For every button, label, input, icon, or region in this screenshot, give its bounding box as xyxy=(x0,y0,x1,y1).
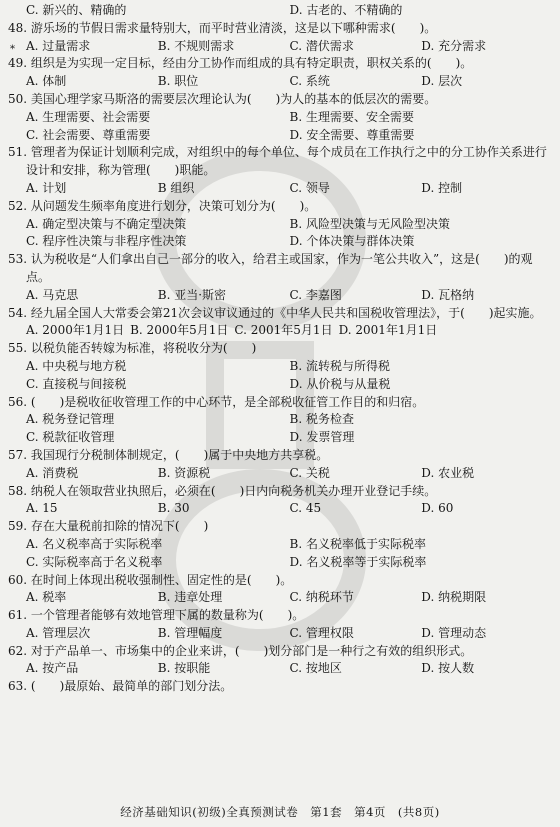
answer-option[interactable]: C. 关税 xyxy=(289,465,330,480)
question-item xyxy=(8,447,553,483)
question-item xyxy=(8,518,553,571)
question-item xyxy=(8,678,553,696)
option-row xyxy=(8,38,553,56)
answer-option[interactable]: B. 违章处理 xyxy=(157,590,223,605)
question-stem: 59. 存在大量税前扣除的情况下( ) xyxy=(8,519,209,534)
answer-option[interactable]: D. 控制 xyxy=(421,180,463,195)
answer-option[interactable]: A. 税务登记管理 xyxy=(26,412,115,427)
answer-option[interactable]: B. 管理幅度 xyxy=(157,625,223,640)
option-row xyxy=(8,429,553,447)
option-row xyxy=(8,465,553,483)
option-row xyxy=(8,358,553,376)
option-row xyxy=(8,127,553,145)
question-stem: 52. 从问题发生频率角度进行划分，决策可划分为( )。 xyxy=(8,198,317,213)
answer-option[interactable]: B. 生理需要、安全需要 xyxy=(289,109,414,124)
answer-option[interactable]: B. 2000年5月1日 xyxy=(130,323,229,338)
option-row xyxy=(8,180,553,198)
question-item xyxy=(8,305,553,341)
answer-option[interactable]: D. 按人数 xyxy=(421,661,475,676)
answer-option[interactable]: D. 管理动态 xyxy=(421,625,487,640)
answer-option[interactable]: B. 资源税 xyxy=(157,465,211,480)
answer-option[interactable]: A. 15 xyxy=(26,501,58,516)
option-row xyxy=(8,536,553,554)
question-stem: 53. 认为税收是“人们拿出自己一部分的收入，给君主或国家，作为一笔公共收入”，这是( )的观点。 xyxy=(8,252,533,284)
answer-option[interactable]: B. 职位 xyxy=(157,74,199,89)
option-row xyxy=(8,233,553,251)
question-item xyxy=(8,394,553,447)
option-row xyxy=(8,411,553,429)
option-row xyxy=(8,660,553,678)
question-stem: 56. ( )是税收征收管理工作的中心环节，是全部税收征管工作目的和归宿。 xyxy=(8,394,425,409)
question-item xyxy=(8,572,553,608)
margin-mark: * xyxy=(10,44,15,55)
option-row xyxy=(8,287,553,305)
answer-option[interactable]: A. 中央税与地方税 xyxy=(26,358,127,373)
prev-question-options xyxy=(8,2,553,20)
answer-option[interactable]: A. 消费税 xyxy=(26,465,79,480)
answer-option[interactable]: D. 层次 xyxy=(421,74,463,89)
option-c[interactable]: C. 新兴的、精确的 xyxy=(26,3,127,17)
answer-option[interactable]: C. 直接税与间接税 xyxy=(26,376,127,391)
option-row xyxy=(8,216,553,234)
question-item xyxy=(8,643,553,679)
answer-option[interactable]: C. 2001年5月1日 xyxy=(234,323,333,338)
question-stem: 63. ( )最原始、最简单的部门划分法。 xyxy=(8,679,233,694)
question-item xyxy=(8,607,553,643)
page-footer: 经济基础知识(初级)全真预测试卷 第1套 第4页 (共8页) xyxy=(120,805,440,819)
option-row xyxy=(8,625,553,643)
answer-option[interactable]: B. 不规则需求 xyxy=(157,38,235,53)
answer-option[interactable]: D. 瓦格纳 xyxy=(421,287,475,302)
question-item xyxy=(8,20,553,56)
question-stem: 58. 纳税人在领取营业执照后，必须在( )日内向税务机关办理开业登记手续。 xyxy=(8,483,437,498)
option-row xyxy=(8,376,553,394)
answer-option[interactable]: B. 按职能 xyxy=(157,661,211,676)
question-stem: 61. 一个管理者能够有效地管理下属的数量称为( )。 xyxy=(8,608,305,623)
option-row xyxy=(8,109,553,127)
question-stem: 51. 管理者为保证计划顺利完成，对组织中的每个单位、每个成员在工作执行之中的分工协作关系进行设计和安排，称为管理( )职能。 xyxy=(8,145,547,178)
question-list xyxy=(8,2,553,696)
question-item xyxy=(8,340,553,393)
question-item xyxy=(8,91,553,144)
answer-option[interactable]: B 组织 xyxy=(157,180,195,195)
answer-option[interactable]: A. 2000年1月1日 xyxy=(26,323,125,338)
question-item xyxy=(8,198,553,251)
option-row xyxy=(8,73,553,91)
question-stem: 57. 我国现行分税制体制规定，( )属于中央地方共享税。 xyxy=(8,447,329,462)
answer-option[interactable]: A. 按产品 xyxy=(26,661,79,676)
option-d[interactable]: D. 古老的、不精确的 xyxy=(289,3,403,17)
option-row xyxy=(8,500,553,518)
answer-option[interactable]: C. 管理权限 xyxy=(289,625,354,640)
answer-option[interactable]: A. 名义税率高于实际税率 xyxy=(26,536,163,551)
answer-option[interactable]: B. 风险型决策与无风险型决策 xyxy=(289,216,450,231)
question-item xyxy=(8,251,553,304)
answer-option[interactable]: D. 个体决策与群体决策 xyxy=(289,234,415,249)
answer-option[interactable]: A. 体制 xyxy=(26,74,67,89)
option-row xyxy=(8,322,553,340)
answer-option[interactable]: D. 充分需求 xyxy=(421,38,487,53)
answer-option[interactable]: A. 确定型决策与不确定型决策 xyxy=(26,216,187,231)
answer-option[interactable]: D. 农业税 xyxy=(421,465,475,480)
answer-option[interactable]: C. 实际税率高于名义税率 xyxy=(26,554,163,569)
answer-option[interactable]: A. 生理需要、社会需要 xyxy=(26,109,151,124)
answer-option[interactable]: B. 流转税与所得税 xyxy=(289,358,390,373)
answer-option[interactable]: C. 社会需要、尊重需要 xyxy=(26,127,151,142)
answer-option[interactable]: C. 纳税环节 xyxy=(289,590,354,605)
question-item xyxy=(8,483,553,519)
answer-option[interactable]: D. 安全需要、尊重需要 xyxy=(289,127,415,142)
answer-option[interactable]: D. 名义税率等于实际税率 xyxy=(289,554,427,569)
answer-option[interactable]: B. 亚当·斯密 xyxy=(157,287,227,302)
option-row xyxy=(8,589,553,607)
answer-option[interactable]: C. 领导 xyxy=(289,180,330,195)
answer-option[interactable]: B. 30 xyxy=(157,501,190,516)
question-stem: 60. 在时间上体现出税收强制性、固定性的是( )。 xyxy=(8,572,293,587)
question-stem: 49. 组织是为实现一定目标，经由分工协作而组成的具有特定职责，职权关系的( )。 xyxy=(8,56,473,71)
answer-option[interactable]: A. 马克思 xyxy=(26,287,79,302)
answer-option[interactable]: C. 45 xyxy=(289,501,322,516)
answer-option[interactable]: A. 计划 xyxy=(26,180,67,195)
answer-option[interactable]: C. 系统 xyxy=(289,74,330,89)
answer-option[interactable]: D. 2001年1月1日 xyxy=(338,323,438,338)
answer-option[interactable]: C. 税款征收管理 xyxy=(26,430,115,445)
question-stem: 55. 以税负能否转嫁为标准，将税收分为( ) xyxy=(8,341,257,356)
answer-option[interactable]: C. 程序性决策与非程序性决策 xyxy=(26,234,187,249)
answer-option[interactable]: A. 管理层次 xyxy=(26,625,91,640)
answer-option[interactable]: A. 税率 xyxy=(26,590,67,605)
answer-option[interactable]: D. 60 xyxy=(421,501,454,516)
answer-option[interactable]: B. 税务检查 xyxy=(289,412,354,427)
option-row xyxy=(8,554,553,572)
answer-option[interactable]: D. 纳税期限 xyxy=(421,590,487,605)
answer-option[interactable]: B. 名义税率低于实际税率 xyxy=(289,536,426,551)
question-stem: 50. 美国心理学家马斯洛的需要层次理论认为( )为人的基本的低层次的需要。 xyxy=(8,91,437,106)
answer-option[interactable]: C. 潜伏需求 xyxy=(289,38,354,53)
question-stem: 54. 经九届全国人大常委会第21次会议审议通过的《中华人民共和国税收管理法》，于( )起实施。 xyxy=(8,305,542,320)
questions xyxy=(8,20,553,696)
answer-option[interactable]: D. 从价税与从量税 xyxy=(289,376,391,391)
answer-option[interactable]: D. 发票管理 xyxy=(289,430,355,445)
question-stem: 62. 对于产品单一、市场集中的企业来讲，( )划分部门是一种行之有效的组织形式。 xyxy=(8,643,473,658)
answer-option[interactable]: A. 过量需求 xyxy=(26,38,91,53)
answer-option[interactable]: C. 李嘉图 xyxy=(289,287,342,302)
question-stem: 48. 游乐场的节假日需求量特别大，而平时营业清淡，这是以下哪种需求( )。 xyxy=(8,20,437,35)
question-item xyxy=(8,55,553,91)
answer-option[interactable]: C. 按地区 xyxy=(289,661,342,676)
question-item xyxy=(8,144,553,197)
